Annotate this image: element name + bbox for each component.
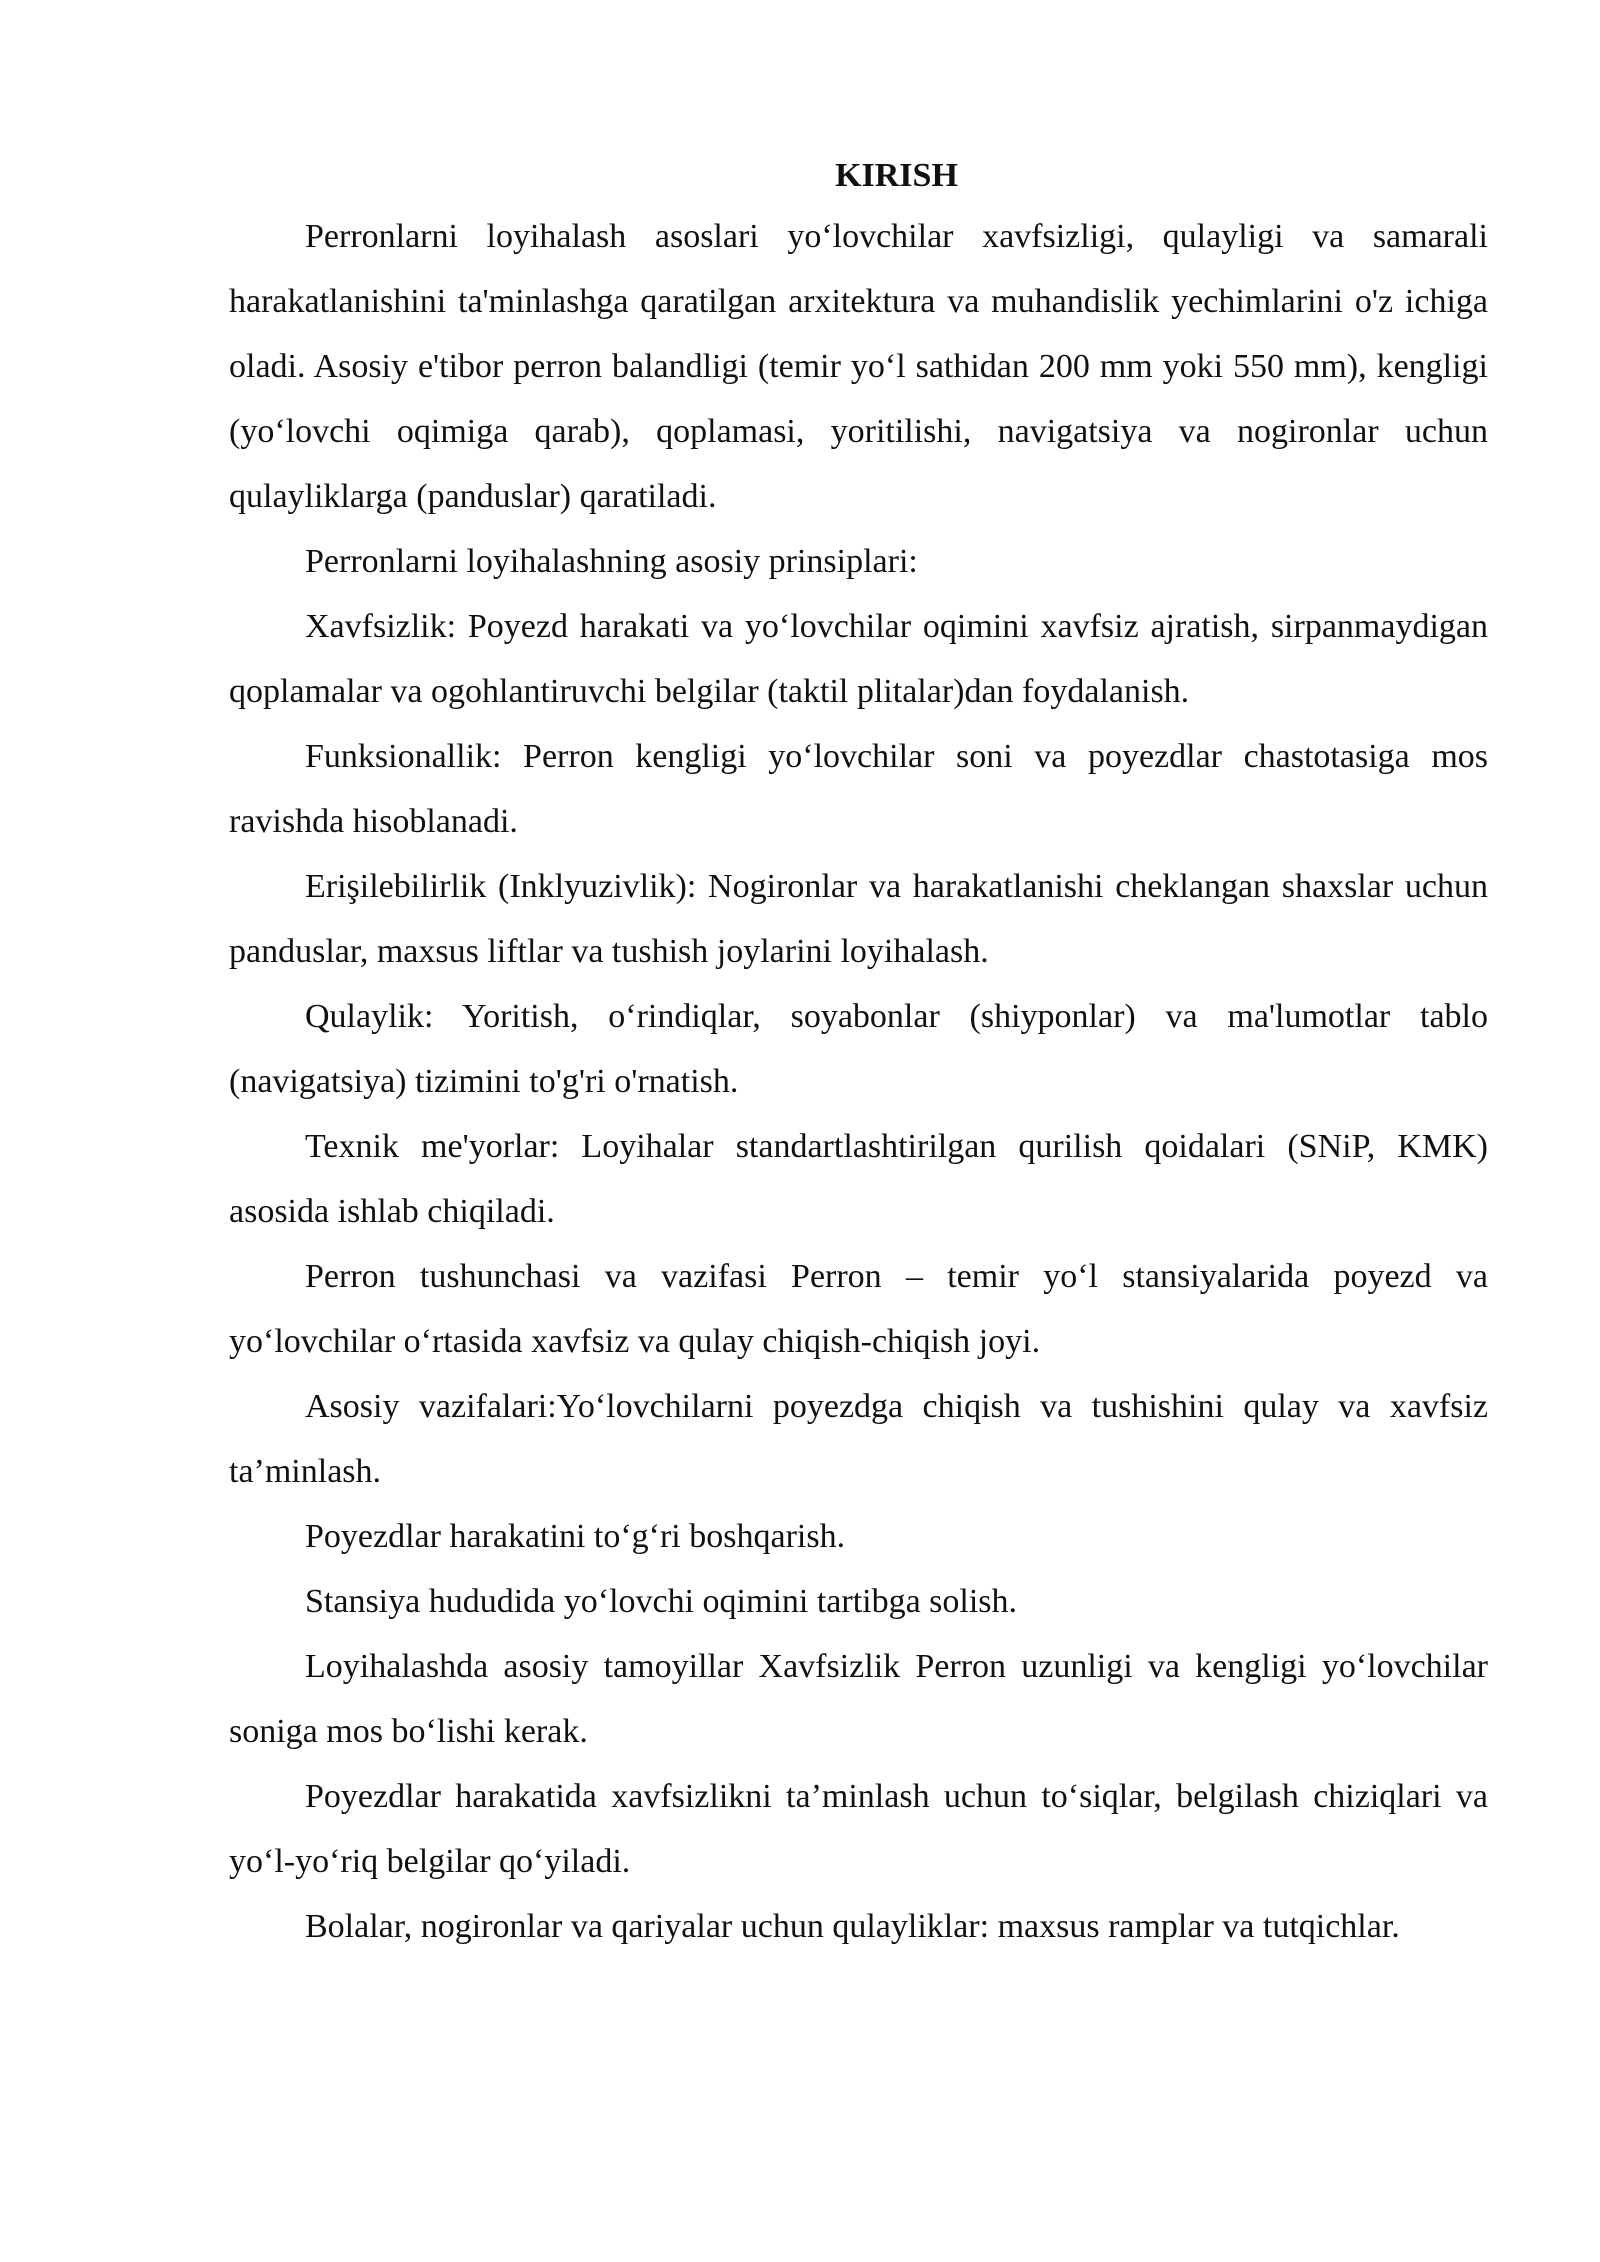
paragraph-barriers: Poyezdlar harakatida xavfsizlikni ta’minlash uchun to‘siqlar, belgilash chiziqlari va yo‘l-yo‘riq belgilar qo‘yiladi. <box>229 1778 1488 1880</box>
paragraph-safety: Xavfsizlik: Poyezd harakati va yo‘lovchilar oqimini xavfsiz ajratish, sirpanmaydigan qoplamalar va ogohlantiruvchi belgilar (taktil plitalar)dan foydalanish. <box>229 608 1488 710</box>
page-title: KIRISH <box>835 157 958 194</box>
document-body <box>229 148 1488 1959</box>
paragraph-amenities: Bolalar, nogironlar va qariyalar uchun qulayliklar: maxsus ramplar va tutqichlar. <box>305 1908 1400 1945</box>
paragraph-train-control: Poyezdlar harakatini to‘g‘ri boshqarish. <box>305 1518 846 1555</box>
paragraph-platform-definition: Perron tushunchasi va vazifasi Perron – temir yo‘l stansiyalarida poyezd va yo‘lovchilar o‘rtasida xavfsiz va qulay chiqish-chiqish joyi. <box>229 1258 1488 1360</box>
paragraph-design-principles: Loyihalashda asosiy tamoyillar Xavfsizlik Perron uzunligi va kengligi yo‘lovchilar soniga mos bo‘lishi kerak. <box>229 1648 1488 1750</box>
paragraph-technical-norms: Texnik me'yorlar: Loyihalar standartlashtirilgan qurilish qoidalari (SNiP, KMK) asosida ishlab chiqiladi. <box>229 1128 1488 1230</box>
paragraph-comfort: Qulaylik: Yoritish, o‘rindiqlar, soyabonlar (shiyponlar) va ma'lumotlar tablo (navigatsiya) tizimini to'g'ri o'rnatish. <box>229 998 1488 1100</box>
paragraph-principles-heading: Perronlarni loyihalashning asosiy prinsiplari: <box>305 543 918 580</box>
paragraph-passenger-flow: Stansiya hududida yo‘lovchi oqimini tartibga solish. <box>305 1583 1018 1620</box>
paragraph-functionality: Funksionallik: Perron kengligi yo‘lovchilar soni va poyezdlar chastotasiga mos ravishda hisoblanadi. <box>229 738 1488 840</box>
paragraph-main-tasks: Asosiy vazifalari:Yo‘lovchilarni poyezdga chiqish va tushishini qulay va xavfsiz ta’minlash. <box>229 1388 1488 1490</box>
paragraph-intro: Perronlarni loyihalash asoslari yo‘lovchilar xavfsizligi, qulayligi va samarali harakatlanishini ta'minlashga qaratilgan arxitektura va muhandislik yechimlarini o'z ichiga oladi. Asosiy e'tibor perron balandligi (temir yo‘l sathidan 200 mm yoki 550 mm), kengligi (yo‘lovchi oqimiga qarab), qoplamasi, yoritilishi, navigatsiya va nogironlar uchun qulayliklarga (panduslar) qaratiladi. <box>229 218 1488 515</box>
paragraph-accessibility: Erişilebilirlik (Inklyuzivlik): Nogironlar va harakatlanishi cheklangan shaxslar uchun panduslar, maxsus liftlar va tushish joylarini loyihalash. <box>229 868 1488 970</box>
